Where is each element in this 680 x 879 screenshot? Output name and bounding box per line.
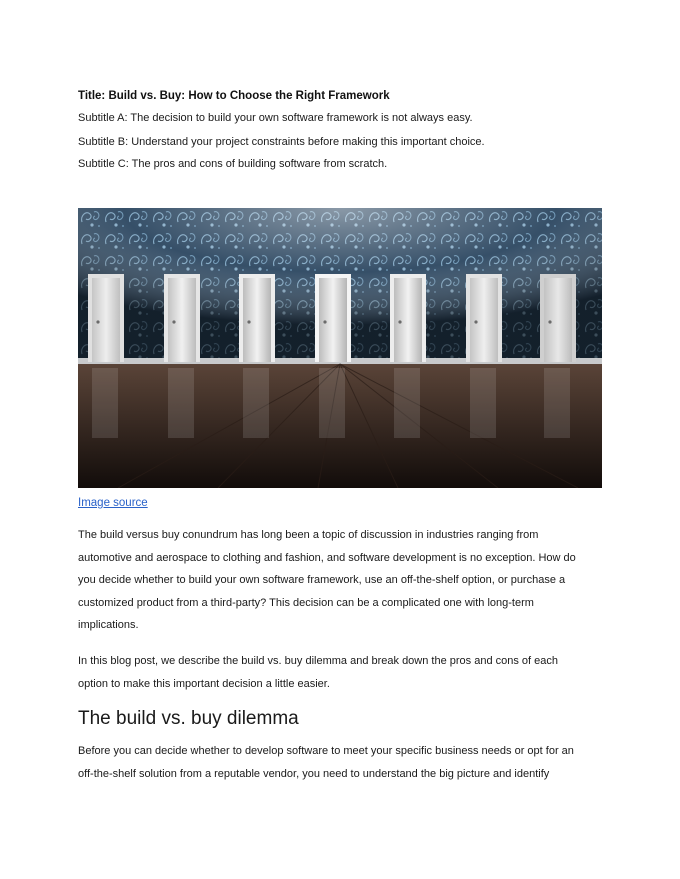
dilemma-line-2: off-the-shelf solution from a reputable vendor, you need to understand the big picture and identify <box>78 767 550 780</box>
overview-line-1: In this blog post, we describe the build vs. buy dilemma and break down the pros and cons of each <box>78 655 559 667</box>
intro-line-3: you decide whether to build your own software framework, use an off-the-shelf option, or purchase a <box>78 574 566 586</box>
intro-line-1: The build versus buy conundrum has long been a topic of discussion in industries ranging from <box>78 529 539 541</box>
dilemma-line-1: Before you can decide whether to develop software to meet your specific business needs or opt for an <box>78 745 574 757</box>
dilemma-paragraph <box>78 740 608 785</box>
intro-line-2: automotive and aerospace to clothing and fashion, and software development is no exception. How do <box>78 551 576 564</box>
section-heading: The build vs. buy dilemma <box>78 708 299 729</box>
intro-paragraph <box>78 524 608 637</box>
intro-line-5: implications. <box>78 619 139 631</box>
doors-hero-image <box>78 208 602 488</box>
subtitle-c: Subtitle C: The pros and cons of building software from scratch. <box>78 158 388 170</box>
subtitle-b: Subtitle B: Understand your project constraints before making this important choice. <box>78 136 485 148</box>
overview-paragraph <box>78 650 608 695</box>
document-title: Title: Build vs. Buy: How to Choose the Right Framework <box>78 90 390 102</box>
image-source-link[interactable]: Image source <box>78 497 148 509</box>
overview-line-2: option to make this important decision a little easier. <box>78 677 330 690</box>
intro-line-4: customized product from a third-party? This decision can be a complicated one with long-term <box>78 596 534 609</box>
subtitle-a: Subtitle A: The decision to build your own software framework is not always easy. <box>78 112 473 124</box>
